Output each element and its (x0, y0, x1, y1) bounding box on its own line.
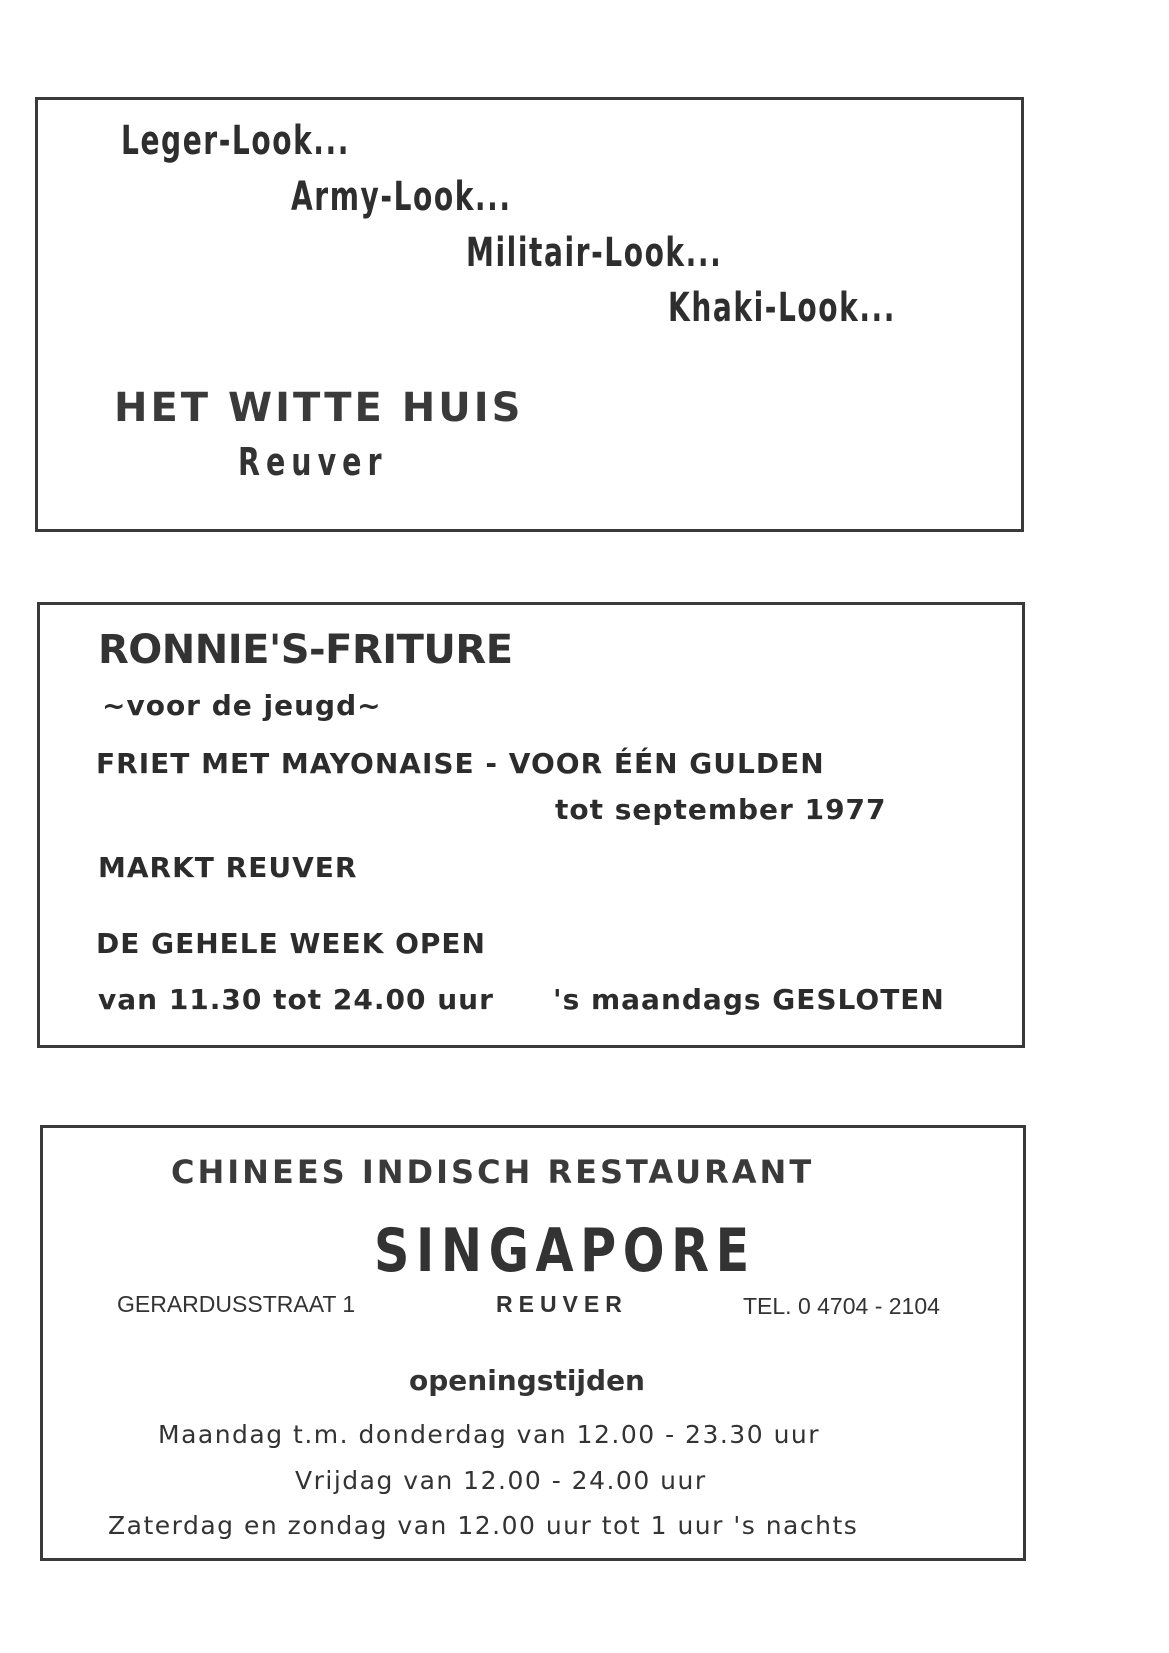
restaurant-town: REUVER (496, 1291, 628, 1317)
friture-location: MARKT REUVER (98, 851, 358, 884)
friture-closed: 's maandags GESLOTEN (553, 983, 945, 1016)
hours-line-1: Maandag t.m. donderdag van 12.00 - 23.30 uur (158, 1420, 821, 1449)
friture-until: tot september 1977 (555, 793, 887, 826)
restaurant-phone: TEL. 0 4704 - 2104 (743, 1293, 940, 1319)
hours-line-2: Vrijdag van 12.00 - 24.00 uur (295, 1466, 707, 1495)
look-line-1: Leger-Look... (121, 118, 350, 164)
restaurant-street: GERARDUSSTRAAT 1 (117, 1291, 356, 1317)
friture-offer: FRIET MET MAYONAISE - VOOR ÉÉN GULDEN (96, 747, 825, 780)
friture-title: RONNIE'S-FRITURE (98, 627, 513, 673)
shop-town: Reuver (238, 440, 388, 484)
ad-ronnies-friture (37, 602, 1025, 1048)
restaurant-header: CHINEES INDISCH RESTAURANT (171, 1153, 815, 1191)
opening-title: openingstijden (409, 1364, 645, 1397)
shop-name: HET WITTE HUIS (114, 385, 524, 431)
look-line-4: Khaki-Look... (668, 285, 897, 331)
hours-line-3: Zaterdag en zondag van 12.00 uur tot 1 uur 's nachts (108, 1511, 859, 1540)
friture-hours: van 11.30 tot 24.00 uur (98, 983, 494, 1016)
look-line-2: Army-Look... (291, 174, 512, 220)
ad-singapore-restaurant (40, 1125, 1026, 1561)
friture-open-week: DE GEHELE WEEK OPEN (96, 927, 486, 960)
restaurant-name: SINGAPORE (374, 1216, 756, 1286)
friture-subtitle: ~voor de jeugd~ (102, 689, 382, 722)
look-line-3: Militair-Look... (466, 230, 723, 276)
ad-het-witte-huis (35, 97, 1024, 532)
